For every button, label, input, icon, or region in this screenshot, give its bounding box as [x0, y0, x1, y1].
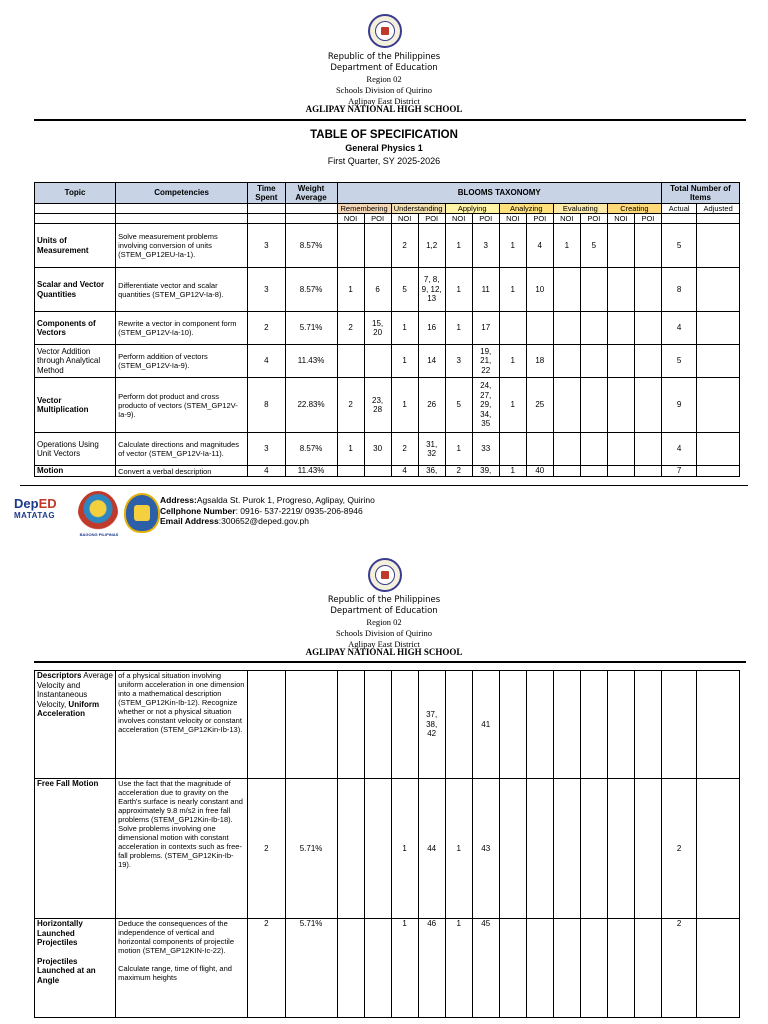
competency-cell: Calculate directions and magnitudes of vector (STEM_GP12V-Ia-11). — [116, 433, 248, 466]
adjusted-cell — [697, 671, 740, 779]
noi-cell: 2 — [391, 224, 418, 268]
col-actual: Actual — [661, 204, 696, 214]
topic-cell: Vector Addition through Analytical Method — [35, 345, 116, 378]
weight-cell: 8.57% — [285, 224, 337, 268]
noi-cell — [337, 779, 364, 919]
weight-cell — [285, 671, 337, 779]
poi-cell — [526, 433, 553, 466]
noi-cell: 1 — [499, 345, 526, 378]
noi-cell: 2 — [391, 433, 418, 466]
col-topic: Topic — [35, 183, 116, 204]
actual-cell: 4 — [661, 312, 696, 345]
letterhead-district: Aglipay East District — [348, 96, 420, 106]
email-label: Email Address — [160, 516, 219, 526]
table-body-continued — [35, 671, 740, 1018]
noi-cell — [553, 671, 580, 779]
deped-matatag-logo — [14, 497, 76, 531]
noi-header: NOI — [499, 214, 526, 224]
noi-header: NOI — [553, 214, 580, 224]
competency-cell: Convert a verbal description — [116, 466, 248, 477]
noi-cell — [499, 671, 526, 779]
topic-cell: Scalar and Vector Quantities — [35, 268, 116, 312]
noi-cell: 1 — [445, 919, 472, 1018]
weight-cell: 5.71% — [285, 779, 337, 919]
adjusted-cell — [697, 466, 740, 477]
noi-cell — [553, 268, 580, 312]
table-row — [35, 466, 740, 477]
letterhead — [0, 595, 768, 658]
poi-cell: 10 — [526, 268, 553, 312]
actual-cell: 9 — [661, 378, 696, 433]
noi-cell: 1 — [445, 312, 472, 345]
poi-cell — [634, 466, 661, 477]
poi-cell — [634, 433, 661, 466]
noi-cell — [553, 779, 580, 919]
noi-cell — [553, 345, 580, 378]
noi-cell: 2 — [445, 466, 472, 477]
noi-cell: 1 — [337, 433, 364, 466]
topic-cell: Motion — [35, 466, 116, 477]
noi-cell — [337, 466, 364, 477]
email-value: :300652@deped.gov.ph — [218, 516, 309, 526]
matatag-logo-text: MATATAG — [14, 511, 56, 520]
topic-cell — [35, 779, 116, 919]
poi-cell: 26 — [418, 378, 445, 433]
noi-cell: 2 — [337, 312, 364, 345]
poi-cell: 39, — [472, 466, 499, 477]
specification-table — [34, 182, 740, 477]
noi-cell — [553, 378, 580, 433]
competency-cell — [116, 671, 248, 779]
actual-cell: 5 — [661, 224, 696, 268]
poi-header: POI — [526, 214, 553, 224]
competency-cell: Rewrite a vector in component form (STEM_GP12V-Ia-10). — [116, 312, 248, 345]
actual-cell: 8 — [661, 268, 696, 312]
poi-cell: 19, 21, 22 — [472, 345, 499, 378]
bagong-pilipinas-text: BAGONG PILIPINAS — [79, 532, 119, 537]
noi-cell — [553, 433, 580, 466]
noi-cell — [553, 312, 580, 345]
table-row — [35, 312, 740, 345]
competency-cell: Perform dot product and cross producto of vectors (STEM_GP12V-Ia-9). — [116, 378, 248, 433]
poi-cell: 18 — [526, 345, 553, 378]
actual-cell: 4 — [661, 433, 696, 466]
noi-cell — [607, 345, 634, 378]
letterhead-division: Schools Division of Quirino — [335, 85, 433, 95]
time-cell: 2 — [248, 919, 285, 1018]
actual-cell: 2 — [661, 779, 696, 919]
poi-cell: 40 — [526, 466, 553, 477]
poi-cell — [580, 671, 607, 779]
noi-cell — [607, 466, 634, 477]
competency-cell: Solve measurement problems involving conversion of units (STEM_GP12EU-Ia-1). — [116, 224, 248, 268]
competency-cell: Perform addition of vectors (STEM_GP12V-Ia-9). — [116, 345, 248, 378]
topic-cell: Components of Vectors — [35, 312, 116, 345]
noi-cell: 3 — [445, 345, 472, 378]
poi-cell — [580, 466, 607, 477]
poi-cell: 37, 38, 42 — [418, 671, 445, 779]
poi-cell: 33 — [472, 433, 499, 466]
poi-cell: 6 — [364, 268, 391, 312]
poi-cell — [580, 378, 607, 433]
poi-cell — [634, 378, 661, 433]
topic-cell — [35, 671, 116, 779]
poi-cell — [580, 919, 607, 1018]
topic-text: Uniform Acceleration — [37, 699, 100, 718]
noi-cell: 1 — [391, 919, 418, 1018]
table-row — [35, 919, 740, 1018]
noi-cell — [607, 919, 634, 1018]
poi-cell: 3 — [472, 224, 499, 268]
poi-header: POI — [634, 214, 661, 224]
letterhead-division: Schools Division of Quirino — [335, 628, 433, 638]
competency-text: Use the fact that the magnitude of acceleration due to gravity on the Earth's surface is nearly constant and approximately 9.8 m/s2 in free fall problems (STEM_GP12Kin-Ib-18). Solve problems involving one dimensional motion with constant acceleration in contexts such as free-fall problems. (STEM_GP12Kin-Ib-19). — [118, 779, 243, 869]
poi-cell: 30 — [364, 433, 391, 466]
noi-cell: 4 — [391, 466, 418, 477]
poi-cell — [364, 919, 391, 1018]
poi-cell — [580, 268, 607, 312]
poi-cell: 31, 32 — [418, 433, 445, 466]
adjusted-cell — [697, 268, 740, 312]
poi-cell: 43 — [472, 779, 499, 919]
noi-cell — [391, 671, 418, 779]
noi-cell: 1 — [445, 224, 472, 268]
topic-text: Horizontally Launched Projectiles — [37, 919, 83, 947]
tos-subject: General Physics 1 — [345, 143, 423, 153]
phone-label: Cellphone Number — [160, 505, 236, 516]
weight-cell: 8.57% — [285, 433, 337, 466]
poi-cell: 36, — [418, 466, 445, 477]
deped-seal-icon — [368, 558, 402, 592]
poi-cell — [526, 779, 553, 919]
specification-table-continued — [34, 670, 740, 1018]
noi-cell — [499, 312, 526, 345]
letterhead-region: Region 02 — [366, 74, 402, 84]
poi-cell — [634, 919, 661, 1018]
poi-cell: 16 — [418, 312, 445, 345]
noi-cell — [607, 433, 634, 466]
actual-cell — [661, 671, 696, 779]
col-blooms-taxonomy: BLOOMS TAXONOMY — [337, 183, 661, 204]
contact-info — [160, 495, 375, 527]
noi-cell — [337, 919, 364, 1018]
deped-logo-text: DepED — [14, 496, 57, 511]
noi-cell — [337, 671, 364, 779]
poi-cell: 1,2 — [418, 224, 445, 268]
poi-cell — [634, 312, 661, 345]
noi-cell — [499, 433, 526, 466]
letterhead-republic: Republic of the Philippines — [327, 595, 441, 605]
poi-cell — [526, 312, 553, 345]
noi-cell: 1 — [391, 779, 418, 919]
poi-cell: 7, 8, 9, 12, 13 — [418, 268, 445, 312]
header-divider — [34, 661, 746, 663]
tos-term: First Quarter, SY 2025-2026 — [327, 156, 441, 166]
noi-cell: 1 — [499, 378, 526, 433]
noi-cell: 5 — [391, 268, 418, 312]
poi-cell — [364, 671, 391, 779]
noi-cell — [607, 671, 634, 779]
poi-cell — [580, 433, 607, 466]
weight-cell: 22.83% — [285, 378, 337, 433]
topic-text: Average Velocity and Instantaneous Velocity, — [37, 671, 113, 709]
weight-cell: 5.71% — [285, 919, 337, 1018]
weight-cell: 11.43% — [285, 345, 337, 378]
noi-cell — [553, 919, 580, 1018]
topic-text: Projectiles Launched at an Angle — [37, 956, 96, 985]
letterhead-school: AGLIPAY NATIONAL HIGH SCHOOL — [305, 104, 463, 114]
table-row — [35, 224, 740, 268]
noi-cell: 1 — [499, 224, 526, 268]
competency-cell: Differentiate vector and scalar quantities (STEM_GP12V-Ia-8). — [116, 268, 248, 312]
noi-header: NOI — [445, 214, 472, 224]
noi-cell — [607, 378, 634, 433]
poi-cell — [580, 312, 607, 345]
weight-cell: 8.57% — [285, 268, 337, 312]
level-creating: Creating — [607, 204, 661, 214]
time-cell — [248, 671, 285, 779]
competency-text: Deduce the consequences of the independence of vertical and horizontal components of projectile motion (STEM_GP12KIN-Ic-22). — [118, 919, 234, 955]
poi-cell: 14 — [418, 345, 445, 378]
bagong-pilipinas-logo — [78, 491, 118, 535]
table-row — [35, 268, 740, 312]
col-time-spent: Time Spent — [248, 183, 285, 204]
poi-cell: 5 — [580, 224, 607, 268]
noi-cell — [337, 345, 364, 378]
noi-cell — [445, 671, 472, 779]
noi-cell: 1 — [553, 224, 580, 268]
table-row — [35, 433, 740, 466]
adjusted-cell — [697, 919, 740, 1018]
school-seal-logo — [124, 493, 160, 533]
topic-text: Free Fall Motion — [37, 779, 99, 788]
time-cell: 3 — [248, 268, 285, 312]
noi-cell — [607, 224, 634, 268]
time-cell: 2 — [248, 312, 285, 345]
topic-cell: Vector Multiplication — [35, 378, 116, 433]
poi-cell: 46 — [418, 919, 445, 1018]
adjusted-cell — [697, 312, 740, 345]
noi-cell — [337, 224, 364, 268]
poi-cell — [634, 779, 661, 919]
competency-cell — [116, 919, 248, 1018]
footer-divider — [20, 485, 748, 486]
noi-cell: 1 — [445, 268, 472, 312]
poi-cell: 41 — [472, 671, 499, 779]
address-value: Agsalda St. Purok 1, Progreso, Aglipay, Quirino — [196, 495, 375, 505]
adjusted-cell — [697, 345, 740, 378]
topic-cell — [35, 919, 116, 1018]
noi-cell — [553, 466, 580, 477]
letterhead-region: Region 02 — [366, 617, 402, 627]
poi-cell — [364, 224, 391, 268]
noi-cell: 1 — [445, 433, 472, 466]
competency-text: Calculate range, time of flight, and maximum heights — [118, 964, 232, 982]
weight-cell: 5.71% — [285, 312, 337, 345]
actual-cell: 5 — [661, 345, 696, 378]
noi-cell — [607, 312, 634, 345]
noi-cell: 1 — [445, 779, 472, 919]
time-cell: 4 — [248, 345, 285, 378]
noi-cell: 2 — [337, 378, 364, 433]
noi-cell: 1 — [391, 378, 418, 433]
table-row — [35, 779, 740, 919]
noi-cell — [499, 919, 526, 1018]
time-cell: 3 — [248, 224, 285, 268]
level-understanding: Understanding — [391, 204, 445, 214]
topic-cell: Operations Using Unit Vectors — [35, 433, 116, 466]
poi-cell — [364, 345, 391, 378]
adjusted-cell — [697, 779, 740, 919]
level-applying: Applying — [445, 204, 499, 214]
noi-cell: 1 — [499, 268, 526, 312]
col-competencies: Competencies — [116, 183, 248, 204]
tos-title: TABLE OF SPECIFICATION — [310, 129, 458, 141]
deped-seal-icon — [368, 14, 402, 48]
col-weight-average: Weight Average — [285, 183, 337, 204]
actual-cell: 7 — [661, 466, 696, 477]
noi-cell: 1 — [499, 466, 526, 477]
noi-header: NOI — [391, 214, 418, 224]
time-cell: 8 — [248, 378, 285, 433]
letterhead-department: Department of Education — [330, 63, 438, 73]
letterhead-district: Aglipay East District — [348, 639, 420, 649]
level-remembering: Remembering — [337, 204, 391, 214]
level-analyzing: Analyzing — [499, 204, 553, 214]
adjusted-cell — [697, 433, 740, 466]
adjusted-cell — [697, 224, 740, 268]
col-total-items: Total Number of Items — [661, 183, 739, 204]
poi-cell — [580, 345, 607, 378]
poi-cell: 23, 28 — [364, 378, 391, 433]
poi-cell: 15, 20 — [364, 312, 391, 345]
letterhead-republic: Republic of the Philippines — [327, 52, 441, 62]
poi-cell: 11 — [472, 268, 499, 312]
poi-cell: 25 — [526, 378, 553, 433]
address-label: Address: — [160, 495, 197, 505]
poi-header: POI — [418, 214, 445, 224]
col-adjusted: Adjusted — [697, 204, 740, 214]
letterhead-department: Department of Education — [330, 606, 438, 616]
footer — [14, 489, 754, 537]
poi-cell — [580, 779, 607, 919]
poi-cell — [634, 671, 661, 779]
table-row — [35, 671, 740, 779]
topic-cell: Units of Measurement — [35, 224, 116, 268]
poi-cell — [526, 671, 553, 779]
time-cell: 3 — [248, 433, 285, 466]
table-body — [35, 224, 740, 477]
noi-cell — [607, 268, 634, 312]
phone-value: : 0916- 537-2219/ 0935-206-8946 — [235, 505, 363, 516]
poi-cell — [364, 466, 391, 477]
poi-cell: 24, 27, 29, 34, 35 — [472, 378, 499, 433]
header-divider — [34, 119, 746, 121]
noi-cell — [607, 779, 634, 919]
noi-cell — [499, 779, 526, 919]
actual-cell: 2 — [661, 919, 696, 1018]
poi-header: POI — [364, 214, 391, 224]
poi-header: POI — [580, 214, 607, 224]
noi-header: NOI — [607, 214, 634, 224]
poi-cell: 4 — [526, 224, 553, 268]
letterhead-school: AGLIPAY NATIONAL HIGH SCHOOL — [305, 647, 463, 657]
poi-cell: 44 — [418, 779, 445, 919]
poi-cell — [634, 345, 661, 378]
competency-text: of a physical situation involving uniform acceleration in one dimension into a mathematical description (STEM_GP12Kin-Ib-12). Recognize whether or not a physical situation involves constant velocity or constant acceleration (STEM_GP12Kin-Ib-13). — [118, 671, 245, 734]
noi-cell: 1 — [391, 312, 418, 345]
poi-cell — [526, 919, 553, 1018]
letterhead — [0, 52, 768, 115]
topic-text: Descriptors — [37, 671, 82, 680]
competency-cell — [116, 779, 248, 919]
time-cell: 2 — [248, 779, 285, 919]
poi-cell — [364, 779, 391, 919]
page-two — [0, 552, 768, 1024]
level-evaluating: Evaluating — [553, 204, 607, 214]
weight-cell: 11.43% — [285, 466, 337, 477]
noi-cell: 1 — [391, 345, 418, 378]
noi-cell: 5 — [445, 378, 472, 433]
adjusted-cell — [697, 378, 740, 433]
poi-header: POI — [472, 214, 499, 224]
time-cell: 4 — [248, 466, 285, 477]
poi-cell: 45 — [472, 919, 499, 1018]
noi-header: NOI — [337, 214, 364, 224]
poi-cell — [634, 224, 661, 268]
table-row — [35, 345, 740, 378]
poi-cell: 17 — [472, 312, 499, 345]
table-row — [35, 378, 740, 433]
poi-cell — [634, 268, 661, 312]
noi-cell: 1 — [337, 268, 364, 312]
